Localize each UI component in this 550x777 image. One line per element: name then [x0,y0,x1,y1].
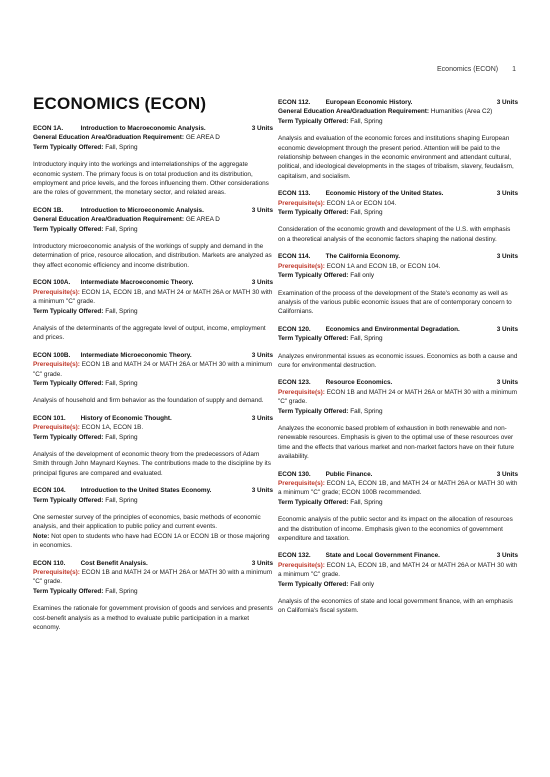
course-name: Resource Economics. [325,379,393,387]
course-meta-line [278,107,518,116]
course-description: Consideration of the economic growth and development of the U.S. with emphasis on a theoretical analysis of the economic factors shaping the national destiny. [278,226,511,243]
meta-value: ECON 1A, ECON 1B, and MATH 24 or MATH 26A or MATH 30 with a minimum "C" grade. [33,288,273,306]
course-meta-line [33,379,273,388]
running-header-title: Economics (ECON) [437,66,499,73]
meta-value: Fall, Spring [103,307,138,315]
course-meta-line [33,143,273,152]
meta-label: Term Typically Offered: [33,379,104,387]
prerequisite-line [33,360,273,379]
meta-value: ECON 1A, ECON 1B. [79,424,144,432]
course-description: One semester survey of the principles of economics, basic methods of economic analysis, and their application to public policy and current events. [33,514,261,531]
meta-value: Fall only [348,272,375,280]
course-meta [33,215,273,234]
meta-label: Term Typically Offered: [278,209,349,217]
course-meta [278,334,518,343]
course-units: 3 Units [251,351,273,359]
meta-label: Prerequisite(s): [33,424,80,432]
course-entry [33,559,273,633]
course-code: ECON 113. [278,190,311,198]
course-entry [33,486,273,550]
course-entry [278,551,518,615]
course-meta [278,262,518,281]
course-heading [33,486,273,495]
meta-label: Term Typically Offered: [278,335,349,343]
course-heading [33,278,273,287]
meta-value: Fall, Spring [348,498,383,506]
course-description: Examines the rationale for government provision of goods and services and presents cost-benefit analysis as a method to evaluate public participation in a market economy. [33,605,273,632]
meta-value: ECON 1A and ECON 1B, or ECON 104. [324,262,441,270]
course-units: 3 Units [251,414,273,422]
course-name: Economic History of the United States. [325,190,444,198]
prerequisite-line [278,479,518,498]
meta-value: Fall, Spring [348,209,383,217]
course-note [33,532,273,551]
course-meta-line [33,496,273,505]
course-meta-line [278,271,518,280]
course-description: Analysis of household and firm behavior as the foundation of supply and demand. [33,397,264,405]
course-meta [33,360,273,388]
course-description: Economic analysis of the public sector and its impact on the allocation of resources and the distribution of income. Emphasis given to the economics of government expenditure and taxation. [278,516,513,543]
course-entry [33,206,273,270]
course-code: ECON 100B. [33,351,71,359]
course-heading [33,124,273,133]
course-entry [278,325,518,371]
meta-label: Term Typically Offered: [33,307,104,315]
meta-value: Fall only [348,580,375,588]
meta-label: Term Typically Offered: [278,580,349,588]
meta-value: ECON 1B and MATH 24 or MATH 26A or MATH 30 with a minimum "C" grade. [33,361,273,378]
course-meta [33,496,273,505]
meta-label: Term Typically Offered: [33,225,104,233]
course-units: 3 Units [251,559,273,567]
prerequisite-line [33,288,273,307]
course-meta-line [278,407,518,416]
meta-value: ECON 1A, ECON 1B, and MATH 24 or MATH 26A or MATH 30 with a minimum "C" grade. [278,561,518,579]
meta-label: Prerequisite(s): [278,388,325,396]
course-heading [33,351,273,360]
course-code: ECON 112. [278,99,311,106]
note-label: Note: [33,532,50,540]
meta-value: ECON 1B and MATH 24 or MATH 26A or MATH 30 with a minimum "C" grade. [33,569,273,586]
course-description: Examination of the process of the development of the State's economy as well as analysis of the various public economic issues that are of contemporary concern to Californians. [278,289,512,316]
meta-label: Term Typically Offered: [33,587,104,595]
course-units: 3 Units [496,552,518,560]
course-description: Introductory microeconomic analysis of the workings of supply and demand in the determination of price, resource allocation, and distribution. Markets are analyzed as they affect economic efficiency and income distribution. [33,243,272,269]
course-meta-line [278,208,518,217]
meta-value: Fall, Spring [103,379,138,387]
left-course-list [33,124,273,632]
course-heading [33,559,273,568]
course-description: Analysis of the economics of state and local government finance, with an emphasis on California's fiscal system. [278,598,513,615]
course-code: ECON 130. [278,470,311,478]
course-heading [278,189,518,198]
course-name: Introduction to the United States Economy. [80,487,212,495]
course-name: European Economic History. [325,99,413,106]
course-meta [278,388,518,416]
course-meta-line [278,117,518,126]
prerequisite-line [278,561,518,580]
meta-value: Fall, Spring [348,117,383,125]
meta-label: Term Typically Offered: [278,272,349,280]
course-entry [278,378,518,461]
page-number: 1 [512,66,516,73]
course-code: ECON 104. [33,487,66,495]
course-code: ECON 100A. [33,279,71,287]
course-units: 3 Units [251,206,273,214]
course-meta [33,288,273,316]
course-code: ECON 110. [33,559,66,567]
course-meta-line [33,215,273,224]
course-entry [278,98,518,181]
meta-label: Term Typically Offered: [278,117,349,125]
meta-value: Fall, Spring [103,143,138,151]
course-meta-line [33,225,273,234]
course-meta [278,479,518,507]
meta-label: Term Typically Offered: [33,143,104,151]
course-units: 3 Units [496,325,518,333]
course-units: 3 Units [251,279,273,287]
course-entry [33,278,273,342]
meta-label: General Education Area/Graduation Requirement: [33,134,185,142]
course-code: ECON 120. [278,325,311,333]
meta-value: Fall, Spring [103,225,138,233]
course-name: Public Finance. [325,470,373,478]
course-description: Introductory inquiry into the workings and interrelationships of the aggregate economic system. The primary focus is on total production and its distribution, employment and price levels, and the forces influencing them. Other considerations are the roles of government, the monetary sector, and related areas. [33,161,269,197]
prerequisite-line [278,199,518,208]
meta-value: Fall, Spring [348,407,383,415]
meta-label: General Education Area/Graduation Requirement: [33,216,185,224]
course-name: Introduction to Macroeconomic Analysis. [80,125,206,132]
course-units: 3 Units [251,487,273,495]
prerequisite-line [278,262,518,271]
course-heading [33,414,273,423]
meta-label: Prerequisite(s): [33,361,80,369]
meta-value: GE AREA D [184,134,220,142]
course-meta [33,133,273,152]
meta-value: Fall, Spring [103,433,138,441]
meta-value: Fall, Spring [103,587,138,595]
meta-value: ECON 1A, ECON 1B, and MATH 24 or MATH 26A or MATH 30 with a minimum "C" grade; ECON 100B recommended. [278,480,518,497]
meta-value: GE AREA D [184,216,220,224]
course-code: ECON 114. [278,253,311,261]
course-code: ECON 101. [33,414,66,422]
course-code: ECON 1A. [33,125,64,132]
meta-label: Prerequisite(s): [278,199,325,207]
course-heading [278,378,518,387]
course-meta [33,423,273,442]
course-description: Analysis and evaluation of the economic forces and institutions shaping European economic development through the present period. Attention will be paid to the relationship between changes in the economic environment and attendant cultural, political, and ideological developments in the stages of tribalism, slavery, feudalism, capitalism, and socialism. [278,135,514,180]
course-meta-line [33,587,273,596]
course-heading [278,98,518,107]
course-name: The California Economy. [325,253,401,261]
meta-label: Term Typically Offered: [33,496,104,504]
course-meta-line [33,433,273,442]
course-heading [278,470,518,479]
meta-value: Fall, Spring [348,335,383,343]
course-entry [33,351,273,406]
course-meta [278,107,518,126]
course-meta [33,568,273,596]
course-entry [278,252,518,316]
right-course-list [278,98,518,616]
meta-value: ECON 1A or ECON 104. [324,199,397,207]
meta-label: General Education Area/Graduation Requirement: [278,108,430,116]
prerequisite-line [33,568,273,587]
meta-value: ECON 1B and MATH 24 or MATH 26A or MATH 30 with a minimum "C" grade. [278,388,518,406]
left-column [33,94,273,640]
meta-label: Term Typically Offered: [33,433,104,441]
course-meta-line [33,307,273,316]
course-entry [33,124,273,198]
course-name: Economics and Environmental Degradation. [325,325,460,333]
course-code: ECON 1B. [33,206,64,214]
course-code: ECON 123. [278,379,311,387]
prerequisite-line [33,423,273,432]
meta-label: Term Typically Offered: [278,498,349,506]
course-meta-line [278,580,518,589]
course-units: 3 Units [496,99,518,106]
course-heading [278,252,518,261]
course-units: 3 Units [496,190,518,198]
course-heading [33,206,273,215]
meta-label: Prerequisite(s): [278,561,325,569]
note-text: Not open to students who have had ECON 1A or ECON 1B or those majoring in economics. [33,532,270,550]
prerequisite-line [278,388,518,407]
course-heading [278,551,518,560]
course-name: History of Economic Thought. [80,414,172,422]
document-title: ECONOMICS (ECON) [33,94,207,113]
course-name: Cost Benefit Analysis. [80,559,148,567]
course-name: Intermediate Microeconomic Theory. [80,351,192,359]
meta-label: Term Typically Offered: [278,407,349,415]
course-description: Analyzes environmental issues as economic issues. Economics as both a cause and cure for environmental destruction. [278,352,518,369]
course-meta [278,199,518,218]
course-meta-line [278,498,518,507]
running-header [437,66,516,73]
course-description: Analysis of the determinants of the aggregate level of output, income, employment and prices. [33,324,266,342]
course-heading [278,325,518,334]
right-column [278,98,518,624]
course-meta [278,561,518,589]
course-units: 3 Units [496,470,518,478]
course-entry [278,189,518,244]
meta-label: Prerequisite(s): [278,480,325,487]
meta-value: Humanities (Area C2) [429,108,493,116]
course-code: ECON 132. [278,552,311,560]
course-name: State and Local Government Finance. [325,552,440,560]
course-entry [278,470,518,544]
course-meta-line [33,133,273,142]
course-name: Intermediate Macroeconomic Theory. [80,279,194,287]
meta-value: Fall, Spring [103,496,138,504]
course-entry [33,414,273,478]
course-meta-line [278,334,518,343]
course-name: Introduction to Microeconomic Analysis. [80,206,204,214]
course-units: 3 Units [496,253,518,261]
meta-label: Prerequisite(s): [33,288,80,296]
meta-label: Prerequisite(s): [33,569,80,577]
course-units: 3 Units [251,125,273,132]
meta-label: Prerequisite(s): [278,262,325,270]
course-units: 3 Units [496,379,518,387]
course-description: Analysis of the development of economic theory from the predecessors of Adam Smith through John Maynard Keynes. The contributions made to the discipline by its principal figures are compared and evaluated. [33,450,271,477]
course-description: Analyzes the economic based problem of exhaustion in both renewable and non-renewable resources. Emphasis is given to the optimal use of these resources over time and the effects that various market and non-market factors have on their future availability. [278,424,515,461]
